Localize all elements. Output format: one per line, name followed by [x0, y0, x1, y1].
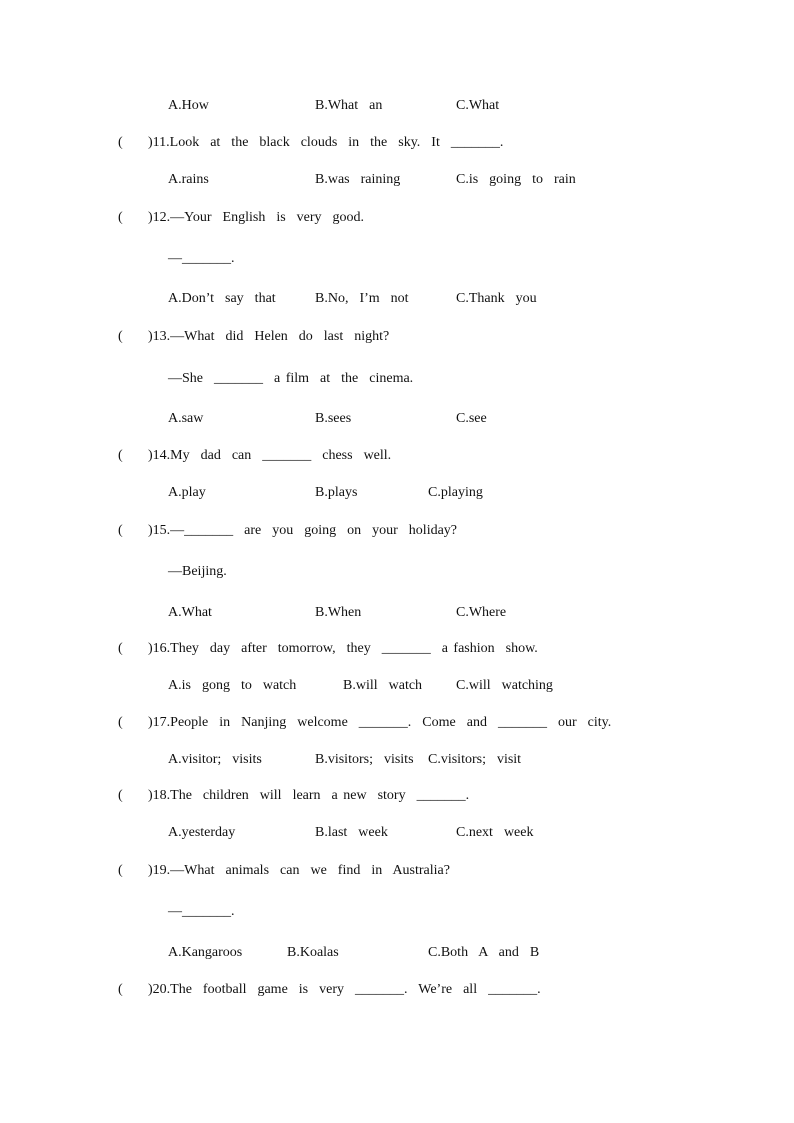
answer-paren: ( [118, 641, 123, 656]
question-row [0, 522, 794, 540]
question-text: )11.Look at the black clouds in the sky. It _______. [148, 135, 504, 150]
option-a: A.rains [168, 172, 209, 187]
option-b: B.Koalas [287, 945, 339, 960]
question-row [0, 787, 794, 805]
option-row [0, 290, 794, 308]
option-b: B.No, I’m not [315, 291, 409, 306]
option-c: C.playing [428, 485, 483, 500]
answer-paren: ( [118, 448, 123, 463]
option-c: C.next week [456, 825, 534, 840]
dialogue-reply: —_______. [168, 251, 235, 266]
option-b: B.will watch [343, 678, 423, 693]
question-row [0, 209, 794, 227]
question-text: )20.The football game is very _______. We’re all _______. [148, 982, 541, 997]
option-a: A.saw [168, 411, 204, 426]
answer-paren: ( [118, 715, 123, 730]
option-b: B.When [315, 605, 362, 620]
question-row [0, 447, 794, 465]
question-text: )18.The children will learn a new story _______. [148, 788, 470, 803]
option-a: A.play [168, 485, 206, 500]
question-text: )14.My dad can _______ chess well. [148, 448, 392, 463]
question-text: )13.—What did Helen do last night? [148, 329, 390, 344]
question-text: )15.—_______ are you going on your holiday? [148, 523, 458, 538]
option-a: A.Don’t say that [168, 291, 276, 306]
option-c: C.see [456, 411, 487, 426]
option-row [0, 604, 794, 622]
option-row [0, 410, 794, 428]
question-row [0, 862, 794, 880]
option-b: B.plays [315, 485, 358, 500]
option-c: C.is going to rain [456, 172, 576, 187]
option-a: A.Kangaroos [168, 945, 243, 960]
question-row [0, 328, 794, 346]
question-row [0, 714, 794, 732]
option-a: A.What [168, 605, 212, 620]
option-a: A.is gong to watch [168, 678, 297, 693]
answer-paren: ( [118, 863, 123, 878]
option-c: C.Thank you [456, 291, 537, 306]
option-row [0, 824, 794, 842]
question-text: )16.They day after tomorrow, they _______ a fashion show. [148, 641, 538, 656]
option-a: A.yesterday [168, 825, 236, 840]
question-row [0, 640, 794, 658]
option-c: C.will watching [456, 678, 553, 693]
option-c: C.What [456, 98, 500, 113]
answer-paren: ( [118, 329, 123, 344]
answer-line [0, 250, 794, 268]
question-text: )19.—What animals can we find in Australia? [148, 863, 450, 878]
question-row [0, 981, 794, 999]
option-c: C.Where [456, 605, 507, 620]
option-b: B.visitors; visits [315, 752, 414, 767]
dialogue-reply: —Beijing. [168, 564, 227, 579]
option-row [0, 484, 794, 502]
dialogue-reply: —_______. [168, 904, 235, 919]
option-row [0, 171, 794, 189]
answer-line [0, 903, 794, 921]
option-b: B.sees [315, 411, 352, 426]
option-c: C.Both A and B [428, 945, 540, 960]
question-text: )12.—Your English is very good. [148, 210, 365, 225]
answer-paren: ( [118, 788, 123, 803]
answer-paren: ( [118, 982, 123, 997]
option-a: A.How [168, 98, 209, 113]
option-row [0, 677, 794, 695]
option-row [0, 944, 794, 962]
question-text: )17.People in Nanjing welcome _______. Come and _______ our city. [148, 715, 612, 730]
answer-line [0, 563, 794, 581]
dialogue-reply: —She _______ a film at the cinema. [168, 371, 414, 386]
answer-paren: ( [118, 210, 123, 225]
answer-line [0, 370, 794, 388]
answer-paren: ( [118, 523, 123, 538]
option-b: B.last week [315, 825, 388, 840]
question-row [0, 134, 794, 152]
option-b: B.was raining [315, 172, 401, 187]
option-c: C.visitors; visit [428, 752, 522, 767]
option-a: A.visitor; visits [168, 752, 262, 767]
option-b: B.What an [315, 98, 383, 113]
option-row [0, 97, 794, 115]
answer-paren: ( [118, 135, 123, 150]
option-row [0, 751, 794, 769]
